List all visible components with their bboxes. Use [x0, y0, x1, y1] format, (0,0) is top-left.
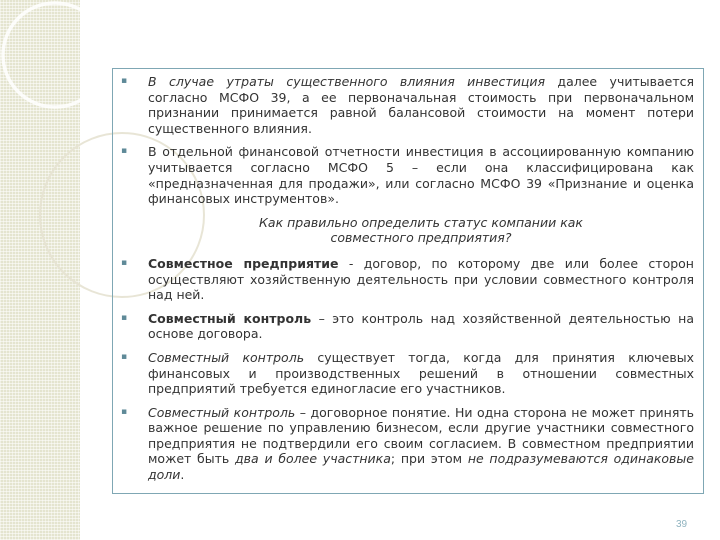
item-term: Совместный контроль [148, 349, 305, 365]
question-line-1: Как правильно определить статус компании как [259, 214, 583, 230]
list-item [120, 350, 694, 397]
item-term: Совместный контроль [148, 310, 312, 326]
list-item [120, 144, 694, 206]
bullet-icon: ▪ [121, 351, 128, 362]
item-text: В отдельной финансовой отчетности инвестиция в ассоциированную компанию учитывается согласно МСФО 5 – если она классифицирована как «предназначенная для продажи», или согласно МСФО 39 «Признание и оценка финансовых инструментов». [148, 144, 694, 207]
list-item [120, 256, 694, 303]
slide-content [120, 74, 694, 491]
item-text: - договор, по которому две или более сторон осуществляют хозяйственную деятельность при условии совместного контроля над ней. [148, 255, 694, 303]
bullet-list-bottom [120, 256, 694, 483]
section-question [120, 215, 694, 246]
bullet-icon: ▪ [121, 312, 128, 323]
item-text: существует тогда, когда для принятия ключевых финансовых и производственных решений в отношении совместных предприятий требуется единогласие его участников. [148, 349, 695, 397]
item-emphasis: два и более участника [235, 451, 391, 467]
list-item [120, 74, 694, 136]
item-text: – это контроль над хозяйственной деятельностью на основе договора. [148, 310, 694, 342]
list-item [120, 405, 694, 483]
item-term: Совместное предприятие [148, 255, 339, 271]
item-text: . [180, 467, 185, 483]
bullet-icon: ▪ [121, 76, 128, 86]
item-lead: В случае утраты существенного влияния инвестиция [148, 74, 545, 89]
page-number: 39 [676, 519, 688, 530]
bullet-icon: ▪ [121, 146, 128, 157]
item-term: Совместный контроль [148, 404, 296, 420]
question-line-2: совместного предприятия? [330, 230, 512, 246]
bullet-icon: ▪ [121, 406, 128, 417]
decorative-sidebar [0, 0, 80, 540]
bullet-list-top [120, 74, 694, 207]
item-emphasis: не подразумеваются одинаковые доли [148, 451, 694, 483]
item-text: ; при этом [390, 451, 468, 467]
item-text: далее учитывается согласно МСФО 39, а ее первоначальная стоимость при первоначальном признании принимается равной балансовой стоимости на момент потери существенного влияния. [148, 74, 694, 136]
bullet-icon: ▪ [121, 257, 128, 268]
item-text: – договорное понятие. Ни одна сторона не может принять важное решение по управлению бизнесом, если другие участники совместного предприятия не подтвердили его своим согласием. В совместном предприятии может быть [148, 404, 695, 467]
list-item [120, 311, 694, 342]
